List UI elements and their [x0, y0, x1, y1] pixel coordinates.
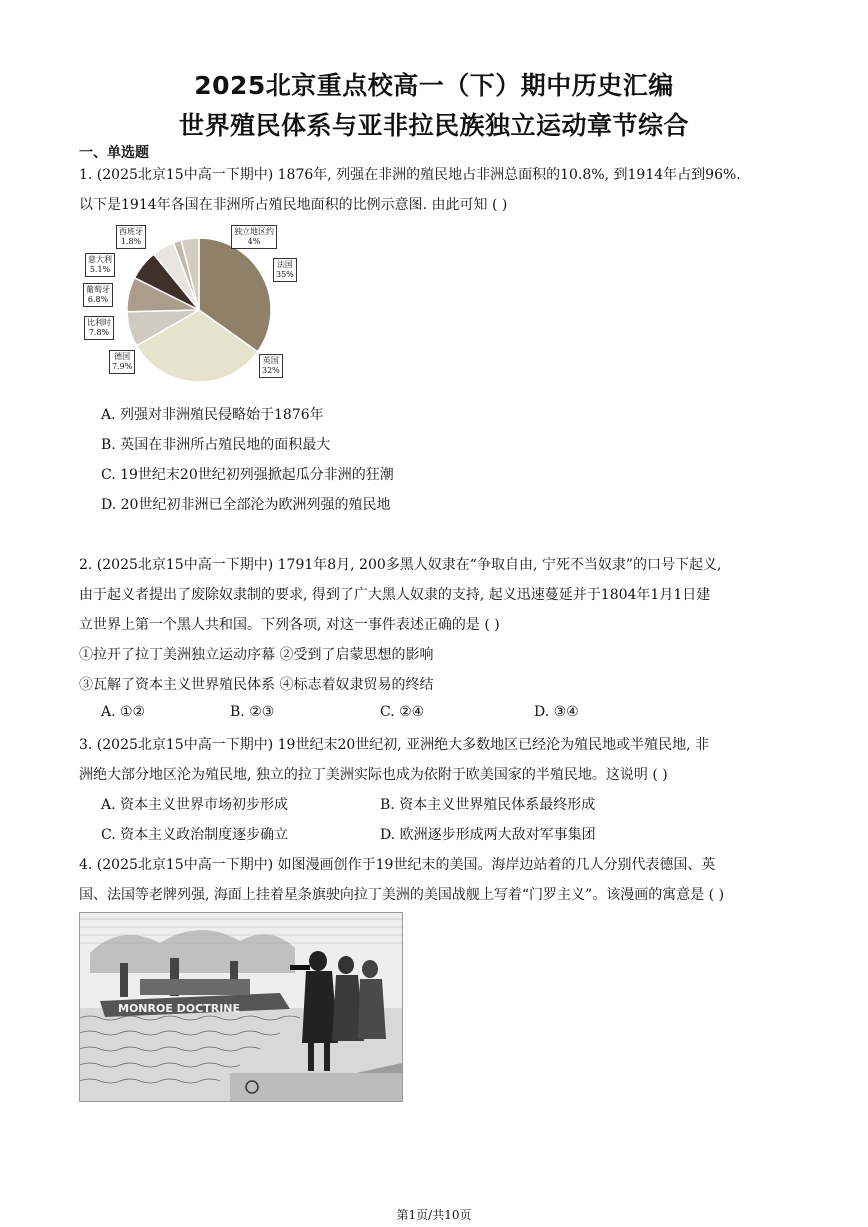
- q3-option-b[interactable]: B. 资本主义世界殖民体系最终形成: [380, 797, 596, 813]
- page-footer: 第1页/共10页: [396, 1208, 472, 1222]
- pie-label-portugal-name: 葡萄牙: [86, 285, 110, 294]
- q3-stem-line2: 洲绝大部分地区沦为殖民地, 独立的拉丁美洲实际也成为依附于欧美国家的半殖民地。这说明 ( ): [79, 767, 668, 783]
- pie-label-belgium-name: 比利时: [87, 318, 111, 327]
- pie-label-germany: [109, 350, 135, 374]
- cartoon-illustration: [80, 913, 402, 1101]
- pie-label-independent-name: 独立地区约: [234, 227, 274, 236]
- q1-option-d[interactable]: D. 20世纪初非洲已全部沦为欧洲列强的殖民地: [101, 497, 391, 513]
- pie-label-britain-name: 英国: [262, 356, 279, 365]
- document-subtitle: 世界殖民体系与亚非拉民族独立运动章节综合: [178, 111, 689, 140]
- q2-stem-line3: 立世界上第一个黑人共和国。下列各项, 对这一事件表述正确的是 ( ): [79, 617, 500, 633]
- q2-item-line1: ①拉开了拉丁美洲独立运动序幕 ②受到了启蒙思想的影响: [79, 647, 434, 663]
- pie-label-portugal: [83, 283, 113, 307]
- pie-label-spain-value: 1.8%: [120, 237, 142, 246]
- pie-label-spain-name: 西班牙: [119, 227, 143, 236]
- q1-option-a[interactable]: A. 列强对非洲殖民侵略始于1876年: [101, 407, 324, 423]
- pie-label-italy-value: 5.1%: [89, 265, 111, 274]
- pie-label-belgium: [84, 316, 114, 340]
- pie-label-italy: [85, 253, 115, 277]
- q3-stem-line1: 3. (2025北京15中高一下期中) 19世纪末20世纪初, 亚洲绝大多数地区已经沦为殖民地或半殖民地, 非: [79, 737, 710, 753]
- pie-label-portugal-value: 6.8%: [87, 295, 109, 304]
- q2-stem-line2: 由于起义者提出了废除奴隶制的要求, 得到了广大黑人奴隶的支持, 起义迅速蔓延并于1804年1月1日建: [79, 587, 711, 603]
- pie-label-germany-name: 德国: [114, 352, 131, 361]
- q2-option-a[interactable]: A. ①②: [101, 704, 146, 720]
- q2-option-b[interactable]: B. ②③: [230, 704, 275, 720]
- q3-option-a[interactable]: A. 资本主义世界市场初步形成: [101, 797, 289, 813]
- q1-option-c[interactable]: C. 19世纪末20世纪初列强掀起瓜分非洲的狂潮: [101, 467, 394, 483]
- q2-item-line2: ③瓦解了资本主义世界殖民体系 ④标志着奴隶贸易的终结: [79, 677, 434, 693]
- q2-stem-line1: 2. (2025北京15中高一下期中) 1791年8月, 200多黑人奴隶在“争取自由, 宁死不当奴隶”的口号下起义,: [79, 557, 722, 573]
- pie-label-italy-name: 意大利: [88, 255, 112, 264]
- q3-option-d[interactable]: D. 欧洲逐步形成两大敌对军事集团: [380, 827, 596, 843]
- q4-stem-line1: 4. (2025北京15中高一下期中) 如图漫画创作于19世纪末的美国。海岸边站着的几人分别代表德国、英: [79, 857, 716, 873]
- pie-label-france-name: 法国: [276, 260, 293, 269]
- monroe-doctrine-cartoon: [79, 912, 403, 1102]
- pie-label-france-value: 35%: [276, 270, 294, 279]
- pie-label-belgium-value: 7.8%: [88, 328, 110, 337]
- pie-label-britain: [259, 354, 283, 378]
- pie-label-independent: [231, 225, 277, 249]
- q2-option-c[interactable]: C. ②④: [380, 704, 425, 720]
- cartoon-ship-text: MONROE DOCTRINE: [118, 1002, 241, 1015]
- pie-label-britain-value: 32%: [262, 366, 280, 375]
- document-title: 2025北京重点校高一（下）期中历史汇编: [194, 71, 674, 100]
- q1-stem-line2: 以下是1914年各国在非洲所占殖民地面积的比例示意图. 由此可知 ( ): [79, 197, 508, 213]
- q2-option-d[interactable]: D. ③④: [534, 704, 579, 720]
- pie-label-spain: [116, 225, 146, 249]
- section-heading: 一、单选题: [79, 145, 149, 161]
- pie-label-independent-value: 4%: [247, 237, 261, 246]
- q1-stem-line1: 1. (2025北京15中高一下期中) 1876年, 列强在非洲的殖民地占非洲总面积的10.8%, 到1914年占到96%.: [79, 167, 741, 183]
- pie-label-germany-value: 7.9%: [112, 362, 133, 371]
- q3-option-c[interactable]: C. 资本主义政治制度逐步确立: [101, 827, 289, 843]
- q4-stem-line2: 国、法国等老牌列强, 海面上挂着星条旗驶向拉丁美洲的美国战舰上写着“门罗主义”。该漫画的寓意是 ( ): [79, 887, 725, 903]
- q1-option-b[interactable]: B. 英国在非洲所占殖民地的面积最大: [101, 437, 331, 453]
- pie-label-france: [273, 258, 297, 282]
- pie-chart: [79, 218, 309, 390]
